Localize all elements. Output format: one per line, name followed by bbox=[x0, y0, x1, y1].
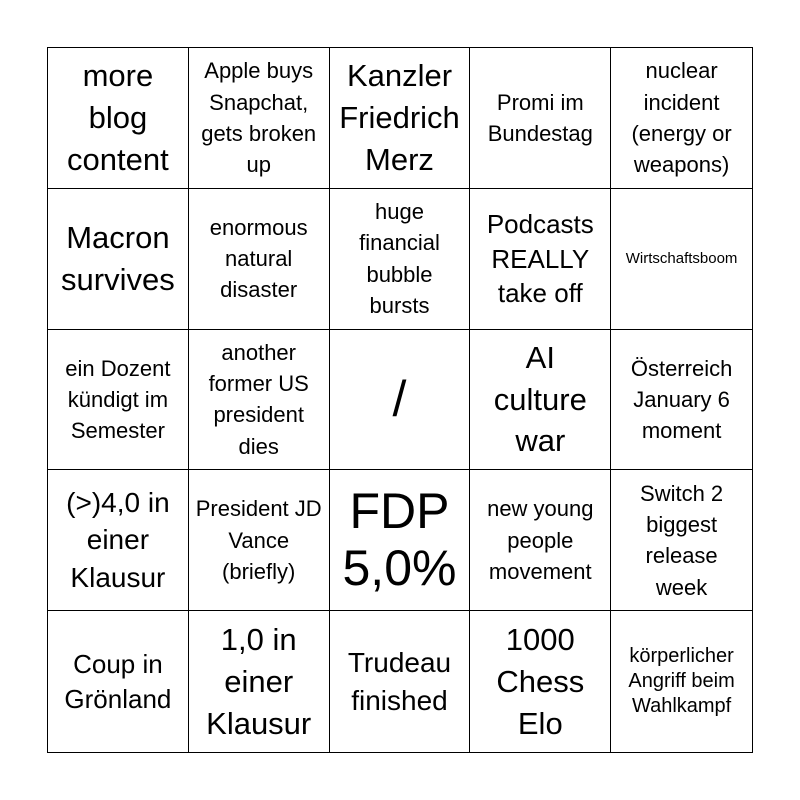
bingo-cell[interactable]: another former US president dies bbox=[189, 330, 330, 471]
bingo-cell[interactable]: Apple buys Snapchat, gets broken up bbox=[189, 48, 330, 189]
bingo-cell[interactable]: körperlicher Angriff beim Wahlkampf bbox=[628, 645, 735, 718]
bingo-cell[interactable]: enormous natural disaster bbox=[189, 189, 330, 330]
bingo-board bbox=[47, 47, 753, 753]
bingo-cell[interactable]: (>)4,0 in einer Klausur bbox=[48, 470, 189, 611]
bingo-cell[interactable]: AI culture war bbox=[470, 330, 611, 471]
bingo-cell[interactable]: Promi im Bundestag bbox=[470, 48, 611, 189]
bingo-cell[interactable]: Coup in Grönland bbox=[48, 611, 189, 752]
bingo-cell[interactable]: FDP 5,0% bbox=[330, 470, 471, 611]
bingo-cell[interactable]: more blog content bbox=[48, 48, 189, 189]
bingo-cell[interactable]: nuclear incident (energy or weapons) bbox=[611, 48, 752, 189]
bingo-cell[interactable]: 1,0 in einer Klausur bbox=[189, 611, 330, 752]
bingo-cell[interactable]: Trudeau finished bbox=[330, 611, 471, 752]
bingo-cell[interactable]: 1000 Chess Elo bbox=[470, 611, 611, 752]
bingo-cell[interactable]: Switch 2 biggest release week bbox=[611, 470, 752, 611]
bingo-cell[interactable]: huge financial bubble bursts bbox=[330, 189, 471, 330]
bingo-cell[interactable]: Podcasts REALLY take off bbox=[470, 189, 611, 330]
bingo-cell[interactable]: President JD Vance (briefly) bbox=[189, 470, 330, 611]
bingo-cell[interactable]: Wirtschaftsboom bbox=[611, 189, 752, 330]
bingo-cell[interactable]: Österreich January 6 moment bbox=[611, 330, 752, 471]
free-space-cell[interactable]: / bbox=[330, 330, 471, 471]
bingo-cell[interactable]: Kanzler Friedrich Merz bbox=[330, 48, 471, 189]
bingo-cell[interactable]: new young people movement bbox=[470, 470, 611, 611]
bingo-cell[interactable]: Macron survives bbox=[48, 189, 189, 330]
bingo-cell[interactable]: ein Dozent kündigt im Semester bbox=[48, 330, 189, 471]
